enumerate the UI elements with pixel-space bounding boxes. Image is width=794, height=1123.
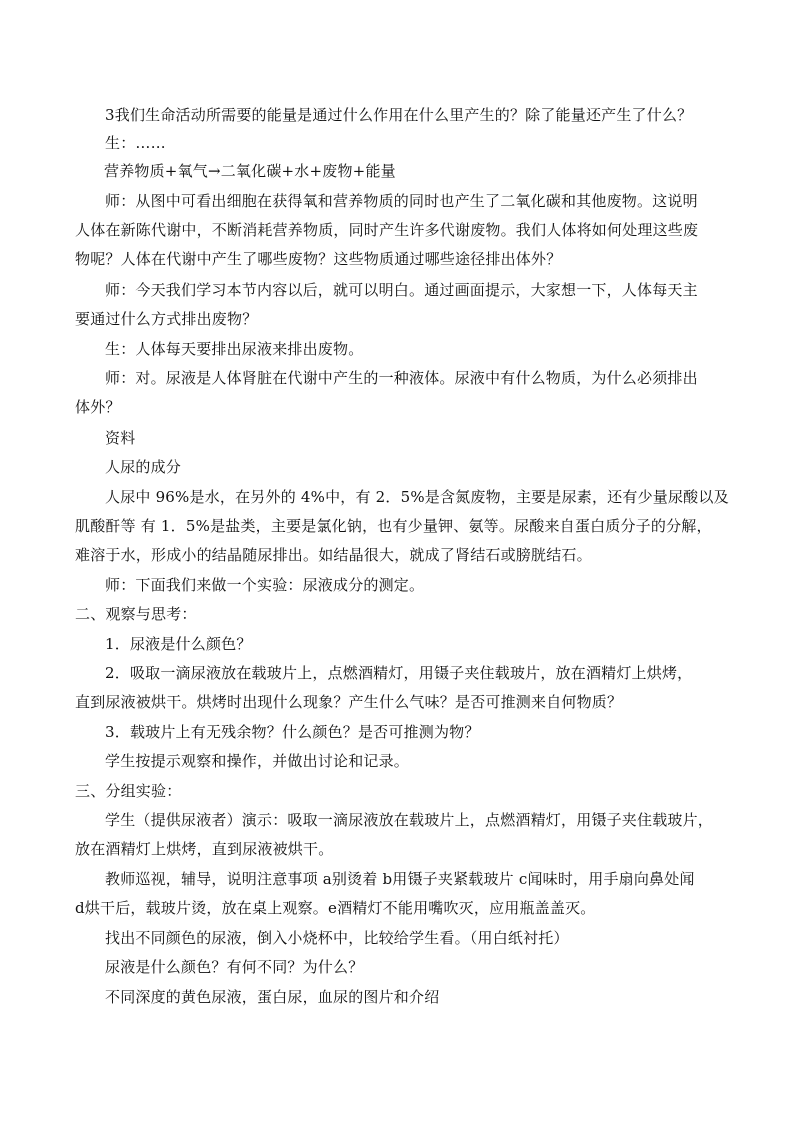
paragraph-line: 学生（提供尿液者）演示：吸取一滴尿液放在载玻片上，点燃酒精灯，用镊子夹住载玻片， xyxy=(105,811,714,829)
paragraph-line: 难溶于水，形成小的结晶随尿排出。如结晶很大，就成了肾结石或膀胱结石。 xyxy=(75,546,592,564)
paragraph-line: 放在酒精灯上烘烤，直到尿液被烘干。 xyxy=(75,840,334,858)
paragraph-line: 体外？ xyxy=(75,398,121,416)
paragraph-line: 肌酸酐等 有 1．5%是盐类，主要是氯化钠，也有少量钾、氨等。尿酸来自蛋白质分子的分解， xyxy=(75,517,712,535)
section-heading: 三、分组实验： xyxy=(75,782,182,800)
paragraph-line: 直到尿液被烘干。烘烤时出现什么现象？产生什么气味？是否可推测来自何物质？ xyxy=(75,693,623,711)
question-item: 3．载玻片上有无残余物？什么颜色？是否可推测为物？ xyxy=(105,723,480,741)
paragraph-line: 师：今天我们学习本节内容以后，就可以明白。通过画面提示，大家想一下，人体每天主 xyxy=(105,281,698,299)
paragraph-line: 生：…… xyxy=(105,134,166,152)
formula-line: 营养物质+氧气→二氧化碳+水+废物+能量 xyxy=(104,162,396,180)
paragraph-line: 找出不同颜色的尿液，倒入小烧杯中，比较给学生看。（用白纸衬托） xyxy=(105,929,569,947)
section-heading: 人尿的成分 xyxy=(105,458,182,476)
section-heading: 二、观察与思考： xyxy=(75,605,197,623)
paragraph-line: 物呢？人体在代谢中产生了哪些废物？这些物质通过哪些途径排出体外？ xyxy=(75,250,562,268)
paragraph-line: 3我们生命活动所需要的能量是通过什么作用在什么里产生的？除了能量还产生了什么？ xyxy=(105,106,693,124)
paragraph-line: 人体在新陈代谢中，不断消耗营养物质，同时产生许多代谢废物。我们人体将如何处理这些废 xyxy=(75,221,699,239)
paragraph-line: 不同深度的黄色尿液，蛋白尿，血尿的图片和介绍 xyxy=(105,988,440,1006)
paragraph-line: 尿液是什么颜色？有何不同？为什么？ xyxy=(105,958,364,976)
paragraph-line: 师：从图中可看出细胞在获得氧和营养物质的同时也产生了二氧化碳和其他废物。这说明 xyxy=(105,192,698,210)
paragraph-line: d烘干后，载玻片烫，放在桌上观察。e酒精灯不能用嘴吹灭，应用瓶盖盖灭。 xyxy=(75,899,596,917)
paragraph-line: 生：人体每天要排出尿液来排出废物。 xyxy=(105,340,364,358)
question-item: 2．吸取一滴尿液放在载玻片上，点燃酒精灯，用镊子夹住载玻片，放在酒精灯上烘烤， xyxy=(105,664,693,682)
paragraph-line: 人尿中 96%是水，在另外的 4%中，有 2．5%是含氮废物，主要是尿素，还有少量尿酸以及 xyxy=(105,488,729,506)
paragraph-line: 学生按提示观察和操作，并做出讨论和记录。 xyxy=(105,752,410,770)
paragraph-line: 师：对。尿液是人体肾脏在代谢中产生的一种液体。尿液中有什么物质，为什么必须排出 xyxy=(105,369,698,387)
section-label: 资料 xyxy=(105,429,136,447)
paragraph-line: 师：下面我们来做一个实验：尿液成分的测定。 xyxy=(105,576,425,594)
question-item: 1．尿液是什么颜色？ xyxy=(105,635,252,653)
paragraph-line: 要通过什么方式排出废物？ xyxy=(75,310,258,328)
paragraph-line: 教师巡视，辅导，说明注意事项 a别烫着 b用镊子夹紧载玻片 c闻味时，用手扇向鼻处闻 xyxy=(105,870,695,888)
